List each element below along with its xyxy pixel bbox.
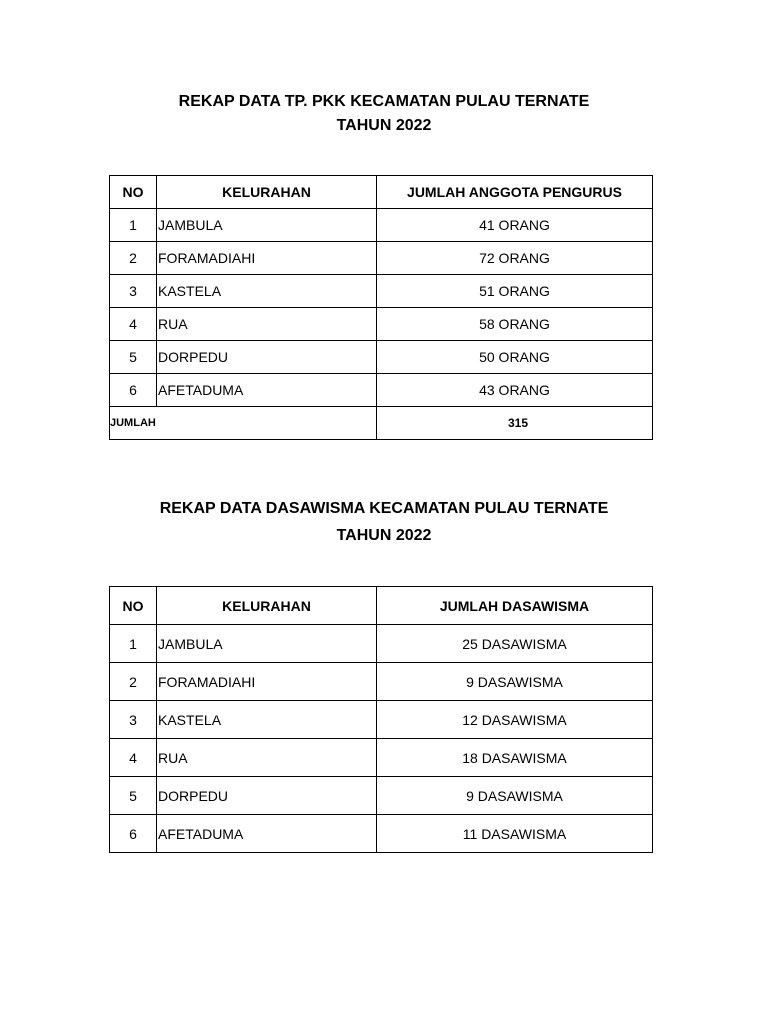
cell-kelurahan: JAMBULA	[157, 209, 377, 242]
table-row	[110, 663, 653, 701]
header-jumlah: JUMLAH DASAWISMA	[377, 587, 653, 625]
cell-jumlah: 58 ORANG	[377, 308, 653, 341]
cell-jumlah: 41 ORANG	[377, 209, 653, 242]
total-value: 315	[377, 407, 653, 440]
cell-jumlah: 11 DASAWISMA	[377, 815, 653, 853]
cell-jumlah: 9 DASAWISMA	[377, 777, 653, 815]
table-header-row	[110, 176, 653, 209]
header-kelurahan: KELURAHAN	[157, 587, 377, 625]
header-no: NO	[110, 176, 157, 209]
cell-jumlah: 43 ORANG	[377, 374, 653, 407]
table-row	[110, 374, 653, 407]
header-kelurahan: KELURAHAN	[157, 176, 377, 209]
section2-title: REKAP DATA DASAWISMA KECAMATAN PULAU TERNATE	[159, 500, 609, 517]
cell-kelurahan: AFETADUMA	[157, 815, 377, 853]
section1-title: REKAP DATA TP. PKK KECAMATAN PULAU TERNATE	[178, 93, 590, 110]
cell-jumlah: 72 ORANG	[377, 242, 653, 275]
cell-kelurahan: DORPEDU	[157, 341, 377, 374]
header-jumlah: JUMLAH ANGGOTA PENGURUS	[377, 176, 653, 209]
cell-jumlah: 50 ORANG	[377, 341, 653, 374]
cell-kelurahan: RUA	[157, 739, 377, 777]
cell-no: 2	[110, 663, 157, 701]
table-row	[110, 341, 653, 374]
table-row	[110, 739, 653, 777]
cell-no: 3	[110, 275, 157, 308]
cell-no: 4	[110, 739, 157, 777]
cell-no: 1	[110, 209, 157, 242]
total-label: JUMLAH	[110, 407, 377, 440]
cell-no: 5	[110, 341, 157, 374]
header-no: NO	[110, 587, 157, 625]
cell-jumlah: 9 DASAWISMA	[377, 663, 653, 701]
pkk-table	[109, 175, 653, 440]
cell-kelurahan: KASTELA	[157, 701, 377, 739]
table-row	[110, 777, 653, 815]
table-row	[110, 308, 653, 341]
cell-kelurahan: FORAMADIAHI	[157, 663, 377, 701]
cell-no: 2	[110, 242, 157, 275]
table-row	[110, 275, 653, 308]
cell-no: 4	[110, 308, 157, 341]
cell-kelurahan: AFETADUMA	[157, 374, 377, 407]
table-header-row	[110, 587, 653, 625]
cell-kelurahan: FORAMADIAHI	[157, 242, 377, 275]
table-row	[110, 625, 653, 663]
cell-jumlah: 51 ORANG	[377, 275, 653, 308]
cell-jumlah: 18 DASAWISMA	[377, 739, 653, 777]
cell-jumlah: 12 DASAWISMA	[377, 701, 653, 739]
cell-no: 5	[110, 777, 157, 815]
cell-no: 6	[110, 815, 157, 853]
table-row	[110, 209, 653, 242]
total-row	[110, 407, 653, 440]
cell-kelurahan: DORPEDU	[157, 777, 377, 815]
table-row	[110, 242, 653, 275]
dasawisma-table	[109, 586, 653, 853]
section2-year: TAHUN 2022	[336, 527, 432, 544]
cell-no: 6	[110, 374, 157, 407]
table-row	[110, 815, 653, 853]
cell-no: 3	[110, 701, 157, 739]
section1-year: TAHUN 2022	[336, 117, 432, 134]
cell-kelurahan: JAMBULA	[157, 625, 377, 663]
cell-kelurahan: RUA	[157, 308, 377, 341]
cell-no: 1	[110, 625, 157, 663]
cell-jumlah: 25 DASAWISMA	[377, 625, 653, 663]
cell-kelurahan: KASTELA	[157, 275, 377, 308]
table-row	[110, 701, 653, 739]
